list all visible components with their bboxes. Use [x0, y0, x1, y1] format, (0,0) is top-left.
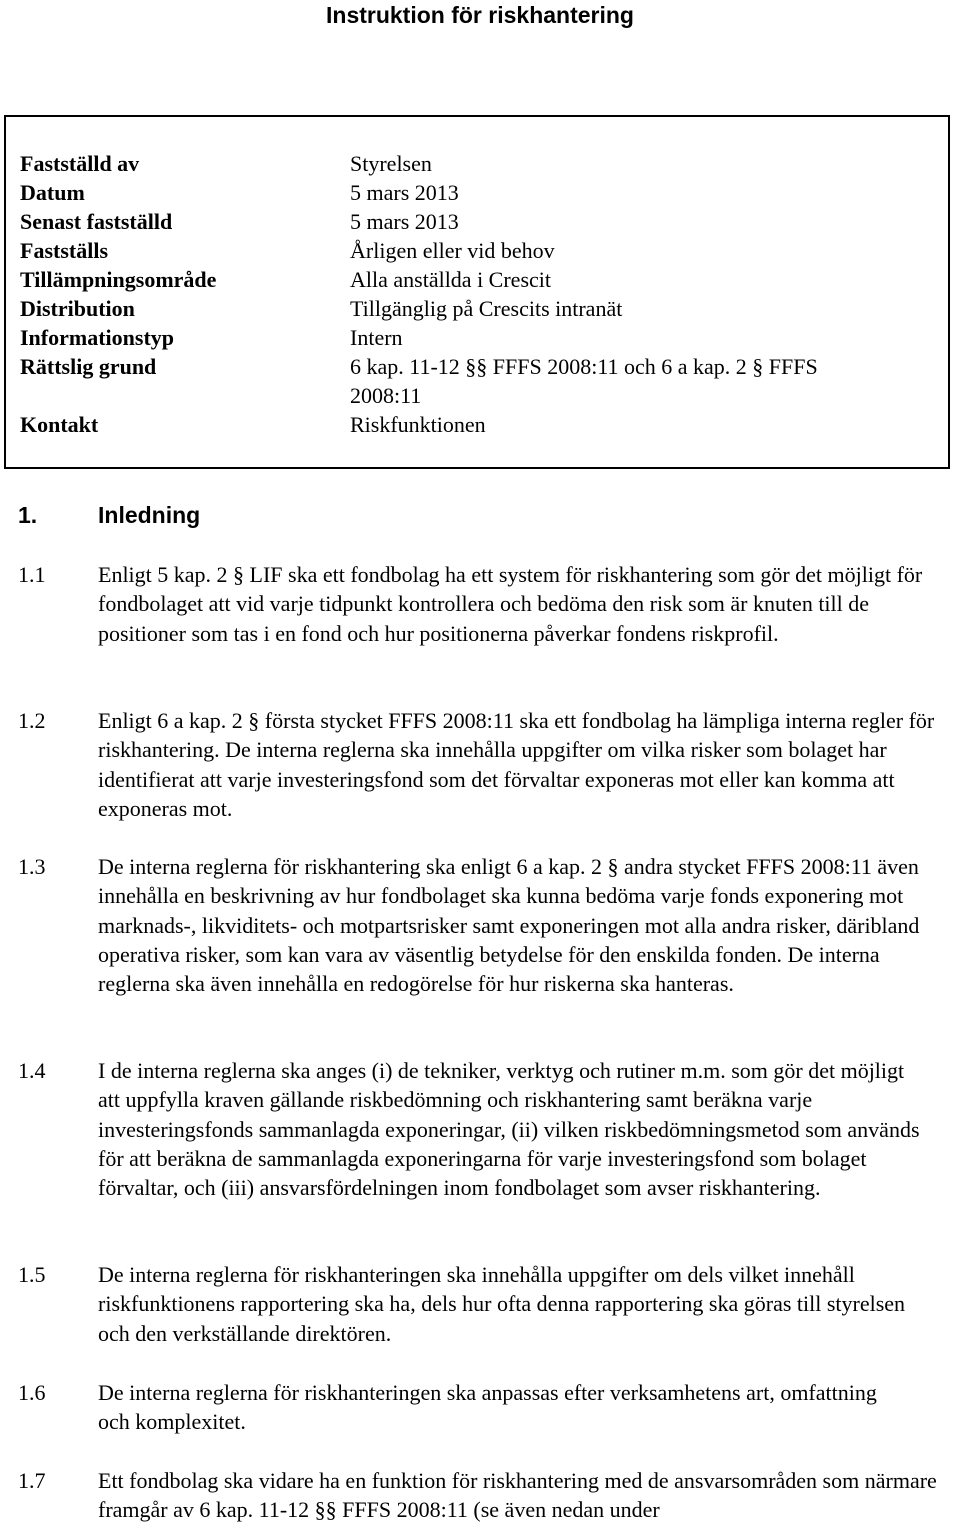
- meta-label: Fastställs: [20, 238, 108, 263]
- paragraph-number: 1.7: [18, 1468, 46, 1493]
- paragraph-number: 1.1: [18, 562, 46, 587]
- section-number: 1.: [18, 502, 38, 528]
- meta-value: 5 mars 2013: [350, 180, 459, 205]
- meta-value: Årligen eller vid behov: [350, 238, 555, 263]
- meta-label: Fastställd av: [20, 151, 140, 176]
- paragraph-text: Enligt 5 kap. 2 § LIF ska ett fondbolag ha ett system för riskhantering som gör det möjligt för fondbolaget att vid varje tidpunkt kontrollera och bedöma den risk som är knuten till de positioner som tas i en fond och hur positionerna påverkar fondens riskprofil.: [98, 562, 923, 646]
- paragraph: [18, 1056, 948, 1202]
- meta-value: Alla anställda i Crescit: [350, 267, 551, 292]
- meta-label: Datum: [20, 180, 85, 205]
- meta-value: Intern: [350, 325, 403, 350]
- paragraph: [18, 1260, 948, 1348]
- paragraph-number: 1.6: [18, 1380, 46, 1405]
- meta-label: Distribution: [20, 296, 135, 321]
- meta-label: Kontakt: [20, 412, 99, 437]
- paragraph-number: 1.4: [18, 1058, 46, 1083]
- paragraph-text: Enligt 6 a kap. 2 § första stycket FFFS 2008:11 ska ett fondbolag ha lämpliga interna regler för riskhantering. De interna reglerna ska innehålla uppgifter om vilka risker som bolaget har identifierat att varje investeringsfond som det förvaltar exponeras mot eller kan komma att exponeras mot.: [98, 708, 935, 821]
- paragraph-number: 1.2: [18, 708, 46, 733]
- paragraph-number: 1.5: [18, 1262, 46, 1287]
- meta-value: Riskfunktionen: [350, 412, 486, 437]
- paragraph: [18, 852, 948, 998]
- meta-value: 6 kap. 11-12 §§ FFFS 2008:11 och 6 a kap. 2 § FFFS 2008:11: [350, 354, 818, 408]
- document-title: Instruktion för riskhantering: [326, 2, 634, 28]
- paragraph-text: I de interna reglerna ska anges (i) de tekniker, verktyg och rutiner m.m. som gör det möjligt att uppfylla kraven gällande riskbedömning och riskhantering samt beräkna varje investeringsfonds sammanlagda exponeringar, (ii) vilken riskbedömningsmetod som används för att beräkna de sammanlagda exponeringarna för varje investeringsfond som bolaget förvaltar, och (iii) ansvarsfördelningen inom fondbolaget som avser riskhantering.: [98, 1058, 920, 1201]
- meta-value: Styrelsen: [350, 151, 432, 176]
- section-heading: [18, 500, 200, 530]
- section-title: Inledning: [98, 502, 201, 528]
- paragraph-text: De interna reglerna för riskhanteringen ska innehålla uppgifter om dels vilket innehåll riskfunktionens rapportering ska ha, dels hur ofta denna rapportering ska göras till styrelsen och den verkställande direktören.: [98, 1262, 906, 1346]
- paragraph: [18, 560, 948, 648]
- paragraph-text: De interna reglerna för riskhantering ska enligt 6 a kap. 2 § andra stycket FFFS 2008:11 även innehålla en beskrivning av hur fondbolaget ska kunna bedöma varje fonds exponering mot marknads-, likviditets- och motpartsrisker samt exponeringen mot alla andra risker, däribland operativa risker, som kan vara av väsentlig betydelse för den enskilda fonden. De interna reglerna ska även innehålla en redogörelse för hur riskerna ska hanteras.: [98, 854, 920, 997]
- document-metadata-box: [4, 115, 950, 469]
- paragraph-text: De interna reglerna för riskhanteringen ska anpassas efter verksamhetens art, omfattning och komplexitet.: [98, 1380, 877, 1435]
- meta-value: Tillgänglig på Crescits intranät: [350, 296, 623, 321]
- paragraph: [18, 1466, 948, 1525]
- meta-label: Senast fastställd: [20, 209, 173, 234]
- meta-value: 5 mars 2013: [350, 209, 459, 234]
- meta-label: Informationstyp: [20, 325, 175, 350]
- meta-label: Tillämpningsområde: [20, 267, 217, 292]
- paragraph: [18, 1378, 948, 1437]
- paragraph-text: Ett fondbolag ska vidare ha en funktion för riskhantering med de ansvarsområden som närmare framgår av 6 kap. 11-12 §§ FFFS 2008:11 (se även nedan under: [98, 1468, 937, 1523]
- paragraph-number: 1.3: [18, 854, 46, 879]
- paragraph: [18, 706, 948, 823]
- meta-label: Rättslig grund: [20, 354, 157, 379]
